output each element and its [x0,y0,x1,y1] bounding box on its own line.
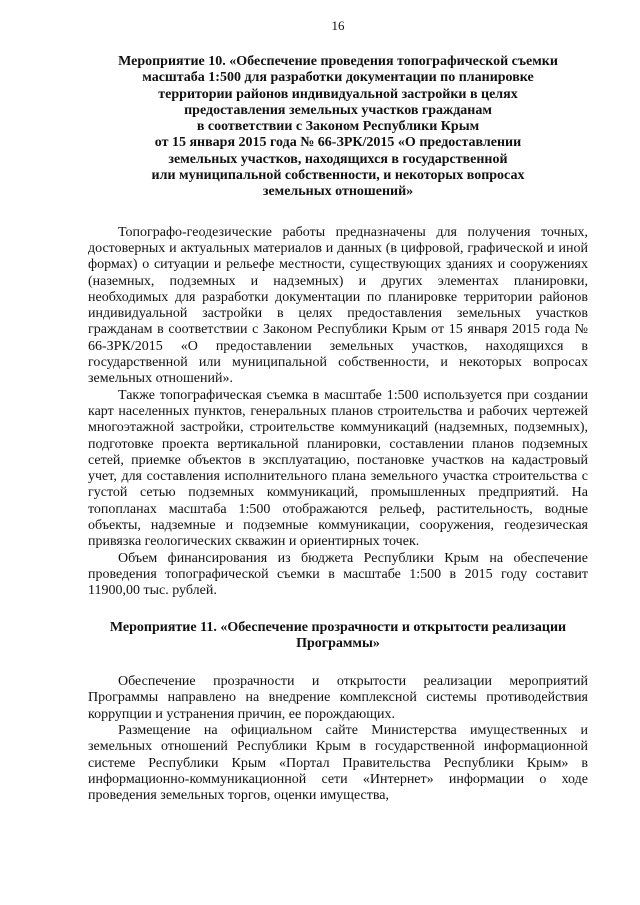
heading-line: от 15 января 2015 года № 66-ЗРК/2015 «О предоставлении [154,135,522,151]
section-10-paragraph: Топографо-геодезические работы предназначены для получения точных, достоверных и актуальных материалов и данных (в цифровой, графической и иной формах) о ситуации и рельефе местности, существующих зданиях и сооружениях (наземных, подземных и надземных) и других элементах планировки, необходимых для разработки документации по планировке территории районов индивидуальной застройки в целях предоставления земельных участков гражданам в соответствии с Законом Республики Крым от 15 января 2015 года № 66-ЗРК/2015 «О предоставлении земельных участков, находящихся в государственной или муниципальной собственности, и некоторых вопросах земельных отношений». [88,224,588,387]
heading-line: или муниципальной собственности, и некоторых вопросах [151,168,525,184]
heading-line: масштаба 1:500 для разработки документации по планировке [142,70,534,86]
section-10-heading [88,54,588,201]
heading-line: территории районов индивидуальной застройки в целях [158,86,518,102]
section-11-paragraph: Обеспечение прозрачности и открытости реализации мероприятий Программы направлено на внедрение комплексной системы противодействия коррупции и устранения причин, ее порождающих. [88,674,588,722]
heading-line: земельных участков, находящихся в государственной [168,151,508,167]
heading-line: Мероприятие 10. «Обеспечение проведения топографической съемки [118,54,558,69]
heading-line: предоставления земельных участков гражданам [184,102,492,118]
section-11-heading [88,620,588,653]
page-number: 16 [331,18,345,33]
heading-line: Программы» [296,635,380,651]
heading-line: земельных отношений» [262,184,414,200]
section-10-paragraph: Объем финансирования из бюджета Республики Крым на обеспечение проведения топографической съемки в масштабе 1:500 в 2015 году составит 11900,00 тыс. рублей. [88,550,588,599]
section-10-paragraph: Также топографическая съемка в масштабе 1:500 используется при создании карт населенных пунктов, генеральных планов строительства и рабочих чертежей многоэтажной застройки, строительстве коммуникаций (надземных, подземных), подготовке проекта вертикальной планировки, составлении планов подземных сетей, приемке объектов в эксплуатацию, постановке участков на кадастровый учет, для составления исполнительного плана земельного участка строительства с густой сетью подземных коммуникаций, промышленных предприятий. На топопланах масштаба 1:500 отображаются рельеф, растительность, водные объекты, надземные и подземные коммуникации, сооружения, геодезическая привязка геологических скважин и ориентирных точек. [88,387,588,550]
section-11-paragraph: Размещение на официальном сайте Министерства имущественных и земельных отношений Республики Крым в государственной информационной системе Республики Крым «Портал Правительства Республики Крым» в информационно-коммуникационной сети «Интернет» информации о ходе проведения земельных торгов, оценки имущества, [88,722,588,804]
section-divider-space [88,600,588,620]
heading-line: в соответствии с Законом Республики Крым [196,119,480,135]
heading-line: Мероприятие 11. «Обеспечение прозрачности и открытости реализации [109,619,567,635]
document-page [88,18,588,804]
